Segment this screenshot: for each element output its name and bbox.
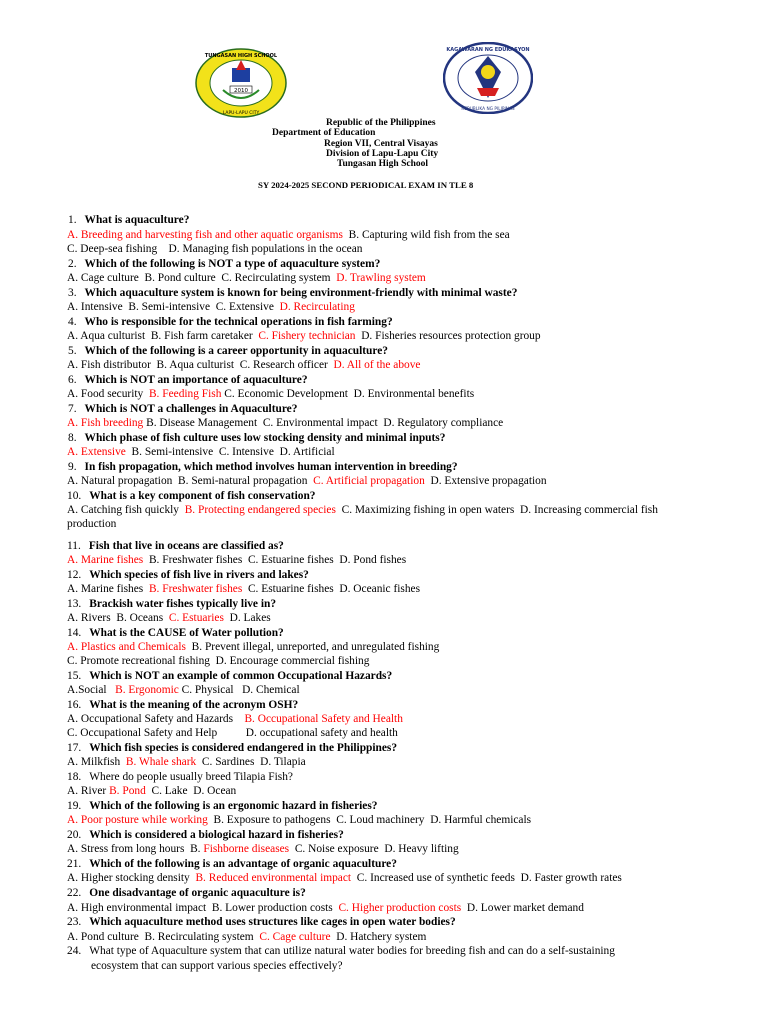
seal-top-text: KAGAWARAN NG EDUKASYON xyxy=(446,47,530,53)
question-14 xyxy=(67,626,284,640)
answer-choice: C. Maximizing fishing in open waters D. Increasing commercial fish xyxy=(335,504,658,516)
question-number: 12. xyxy=(67,569,82,581)
answer-choice: A. Cage culture B. Pond culture C. Recirculating system xyxy=(67,272,337,284)
question-20 xyxy=(67,828,344,842)
answer-options xyxy=(67,712,403,726)
question-4 xyxy=(67,315,393,329)
question-18 xyxy=(67,770,293,784)
answer-choice: C. Promote recreational fishing D. Encourage commercial fishing xyxy=(67,655,370,667)
answer-choice: A. High environmental impact B. Lower production costs xyxy=(67,902,339,914)
answer-options-continued xyxy=(67,242,362,256)
deped-seal xyxy=(443,42,533,114)
question-number: 11. xyxy=(67,540,81,552)
answer-choice: C. Lake D. Ocean xyxy=(145,785,237,797)
question-5 xyxy=(67,344,388,358)
header-school: Tungasan High School xyxy=(337,159,428,169)
question-number: 9. xyxy=(68,461,77,473)
answer-choice: A. River xyxy=(67,785,110,797)
correct-answer: B. Pond xyxy=(109,785,146,797)
question-number: 14. xyxy=(67,627,82,639)
correct-answer: C. Fishery technician xyxy=(258,330,356,342)
question-text: Which is NOT an example of common Occupational Hazards? xyxy=(89,670,393,682)
exam-title: SY 2024-2025 SECOND PERIODICAL EXAM IN TLE 8 xyxy=(258,180,474,190)
answer-options xyxy=(67,271,426,285)
question-text: Which is considered a biological hazard in fisheries? xyxy=(89,829,344,841)
question-text: Which aquaculture system is known for being environment-friendly with minimal waste? xyxy=(84,287,518,299)
answer-choice: A. Higher stocking density xyxy=(67,872,196,884)
answer-choice: A. Natural propagation B. Semi-natural propagation xyxy=(67,475,314,487)
answer-choice: C. Noise exposure D. Heavy lifting xyxy=(289,843,459,855)
question-number: 8. xyxy=(68,432,77,444)
question-3 xyxy=(67,286,517,300)
question-number: 24. xyxy=(67,945,82,957)
question-number: 17. xyxy=(67,742,82,754)
answer-choice: C. Physical D. Chemical xyxy=(178,684,300,696)
correct-answer: B. Whale shark xyxy=(125,756,197,768)
correct-answer: B. Reduced environmental impact xyxy=(195,872,352,884)
question-text: Which is NOT an importance of aquaculture? xyxy=(84,374,308,386)
answer-choice: B. Disease Management C. Environmental impact D. Regulatory compliance xyxy=(143,417,504,429)
answer-choice: A. Aqua culturist B. Fish farm caretaker xyxy=(67,330,259,342)
question-number: 18. xyxy=(67,771,82,783)
question-10 xyxy=(67,489,315,503)
correct-answer: D. Recirculating xyxy=(279,301,355,313)
answer-choice: A. Catching fish quickly xyxy=(67,504,185,516)
question-text: What is the CAUSE of Water pollution? xyxy=(89,627,284,639)
question-text: Which species of fish live in rivers and lakes? xyxy=(89,569,309,581)
question-text: Fish that live in oceans are classified as? xyxy=(88,540,284,552)
header-republic: Republic of the Philippines xyxy=(326,118,436,128)
correct-answer: C. Estuaries xyxy=(168,612,224,624)
question-text: In fish propagation, which method involves human intervention in breeding? xyxy=(84,461,458,473)
answer-choice: A. Occupational Safety and Hazards xyxy=(67,713,245,725)
question-number: 7. xyxy=(68,403,77,415)
question-text: Which fish species is considered endangered in the Philippines? xyxy=(89,742,398,754)
answer-choice: B. Exposure to pathogens C. Loud machinery D. Harmful chemicals xyxy=(207,814,532,826)
header-region: Region VII, Central Visayas xyxy=(324,139,438,149)
question-number: 20. xyxy=(67,829,82,841)
answer-choice: D. Extensive propagation xyxy=(424,475,547,487)
correct-answer: C. Artificial propagation xyxy=(313,475,425,487)
question-19 xyxy=(67,799,378,813)
answer-choice: production xyxy=(67,518,117,530)
header-department: Department of Education xyxy=(272,128,376,138)
question-2 xyxy=(67,257,380,271)
question-text: Which phase of fish culture uses low stocking density and minimal inputs? xyxy=(84,432,446,444)
answer-options xyxy=(67,582,420,596)
question-23 xyxy=(67,915,456,929)
answer-choice: D. Lower market demand xyxy=(461,902,584,914)
question-8 xyxy=(67,431,445,445)
correct-answer: A. Plastics and Chemicals xyxy=(67,641,186,653)
answer-options xyxy=(67,813,531,827)
question-text: What type of Aquaculture system that can utilize natural water bodies for breeding fish and can do a self-sustaining xyxy=(89,945,615,957)
answer-choice: A.Social xyxy=(67,684,116,696)
answer-choice: D. Fisheries resources protection group xyxy=(355,330,541,342)
answer-choice: C. Deep-sea fishing D. Managing fish populations in the ocean xyxy=(67,243,363,255)
answer-choice: A. Food security xyxy=(67,388,149,400)
correct-answer: A. Marine fishes xyxy=(67,554,144,566)
question-number: 4. xyxy=(68,316,77,328)
answer-choice: C. Economic Development D. Environmental benefits xyxy=(221,388,475,400)
answer-choice: B. Prevent illegal, unreported, and unregulated fishing xyxy=(185,641,440,653)
question-text: Which of the following is NOT a type of aquaculture system? xyxy=(84,258,381,270)
answer-choice: A. Fish distributor B. Aqua culturist C. Research officer xyxy=(67,359,334,371)
answer-options xyxy=(67,901,584,915)
question-text: Which of the following is an advantage of organic aquaculture? xyxy=(89,858,397,870)
answer-choice: C. Increased use of synthetic feeds D. Faster growth rates xyxy=(351,872,622,884)
question-7 xyxy=(67,402,297,416)
answer-choice: A. Milkfish xyxy=(67,756,126,768)
answer-options-continued xyxy=(67,726,398,740)
answer-options xyxy=(67,755,306,769)
correct-answer: A. Breeding and harvesting fish and other aquatic organisms xyxy=(67,229,343,241)
answer-options xyxy=(67,474,547,488)
question-text: What is aquaculture? xyxy=(84,214,190,226)
question-number: 15. xyxy=(67,670,82,682)
logo-school-name: TUNGASAN HIGH SCHOOL xyxy=(204,53,278,59)
logo-city: LAPU-LAPU CITY xyxy=(222,111,260,116)
answer-choice: A. Pond culture B. Recirculating system xyxy=(67,931,260,943)
answer-options xyxy=(67,329,541,343)
question-17 xyxy=(67,741,397,755)
correct-answer: A. Poor posture while working xyxy=(67,814,208,826)
question-number: 19. xyxy=(67,800,82,812)
answer-choice: D. Lakes xyxy=(223,612,271,624)
correct-answer: B. Freshwater fishes xyxy=(148,583,243,595)
question-22 xyxy=(67,886,306,900)
question-text: One disadvantage of organic aquaculture is? xyxy=(89,887,306,899)
question-13 xyxy=(67,597,276,611)
question-number: 13. xyxy=(67,598,82,610)
question-11 xyxy=(67,539,284,553)
question-number: 2. xyxy=(68,258,77,270)
answer-options xyxy=(67,300,355,314)
question-6 xyxy=(67,373,308,387)
correct-answer: Fishborne diseases xyxy=(203,843,290,855)
school-logo xyxy=(195,48,287,118)
logo-year: 2010 xyxy=(234,88,248,94)
answer-options xyxy=(67,871,622,885)
question-9 xyxy=(67,460,458,474)
question-1 xyxy=(67,213,189,227)
question-number: 23. xyxy=(67,916,82,928)
question-number: 1. xyxy=(68,214,77,226)
question-text: Which aquaculture method uses structures like cages in open water bodies? xyxy=(89,916,456,928)
answer-options xyxy=(67,784,236,798)
correct-answer: B. Protecting endangered species xyxy=(184,504,336,516)
seal-bottom-text: REPUBLIKA NG PILIPINAS xyxy=(461,107,515,112)
answer-choice: B. Semi-intensive C. Intensive D. Artificial xyxy=(125,446,335,458)
correct-answer: C. Higher production costs xyxy=(338,902,462,914)
answer-options-continued xyxy=(67,517,116,531)
answer-options xyxy=(67,611,271,625)
answer-options xyxy=(67,503,658,517)
question-24 xyxy=(67,944,615,958)
answer-options xyxy=(67,640,439,654)
answer-choice: A. Intensive B. Semi-intensive C. Extensive xyxy=(67,301,280,313)
answer-options-continued xyxy=(67,654,369,668)
answer-options xyxy=(67,842,459,856)
question-text: Which is NOT a challenges in Aquaculture? xyxy=(84,403,298,415)
correct-answer: B. Ergonomic xyxy=(115,684,179,696)
correct-answer: A. Extensive xyxy=(67,446,126,458)
question-number: 16. xyxy=(67,699,82,711)
question-number: 10. xyxy=(67,490,82,502)
answer-options xyxy=(67,683,300,697)
correct-answer: B. Occupational Safety and Health xyxy=(244,713,403,725)
answer-choice: A. Rivers B. Oceans xyxy=(67,612,169,624)
answer-options xyxy=(67,228,510,242)
answer-options xyxy=(67,416,503,430)
answer-options xyxy=(67,387,474,401)
answer-options xyxy=(67,930,426,944)
question-text: Who is responsible for the technical operations in fish farming? xyxy=(84,316,393,328)
question-text: Which of the following is a career opportunity in aquaculture? xyxy=(84,345,388,357)
answer-choice: C. Occupational Safety and Help D. occupational safety and health xyxy=(67,727,398,739)
answer-options xyxy=(67,445,335,459)
question-number: 6. xyxy=(68,374,77,386)
header-division: Division of Lapu-Lapu City xyxy=(326,149,439,159)
answer-choice: A. Marine fishes xyxy=(67,583,149,595)
answer-choice: B. Capturing wild fish from the sea xyxy=(342,229,510,241)
question-text: What is a key component of fish conservation? xyxy=(89,490,316,502)
question-21 xyxy=(67,857,397,871)
question-12 xyxy=(67,568,309,582)
answer-options xyxy=(67,358,420,372)
question-16 xyxy=(67,698,298,712)
question-number: 5. xyxy=(68,345,77,357)
correct-answer: D. All of the above xyxy=(333,359,421,371)
answer-options xyxy=(67,553,406,567)
correct-answer: B. Feeding Fish xyxy=(148,388,222,400)
question-text: What is the meaning of the acronym OSH? xyxy=(89,699,299,711)
correct-answer: A. Fish breeding xyxy=(67,417,144,429)
correct-answer: D. Trawling system xyxy=(336,272,426,284)
correct-answer: C. Cage culture xyxy=(259,931,331,943)
question-15 xyxy=(67,669,392,683)
question-text: Brackish water fishes typically live in? xyxy=(89,598,277,610)
question-text: Which of the following is an ergonomic hazard in fisheries? xyxy=(89,800,378,812)
question-text-continued: ecosystem that can support various species effectively? xyxy=(91,960,343,972)
answer-choice: D. Hatchery system xyxy=(330,931,427,943)
question-number: 21. xyxy=(67,858,82,870)
answer-choice: A. Stress from long hours B. xyxy=(67,843,204,855)
answer-choice: B. Freshwater fishes C. Estuarine fishes D. Pond fishes xyxy=(143,554,407,566)
question-text: Where do people usually breed Tilapia Fish? xyxy=(89,771,293,783)
question-number: 3. xyxy=(68,287,77,299)
question-number: 22. xyxy=(67,887,82,899)
answer-choice: C. Estuarine fishes D. Oceanic fishes xyxy=(242,583,421,595)
answer-choice: C. Sardines D. Tilapia xyxy=(196,756,306,768)
